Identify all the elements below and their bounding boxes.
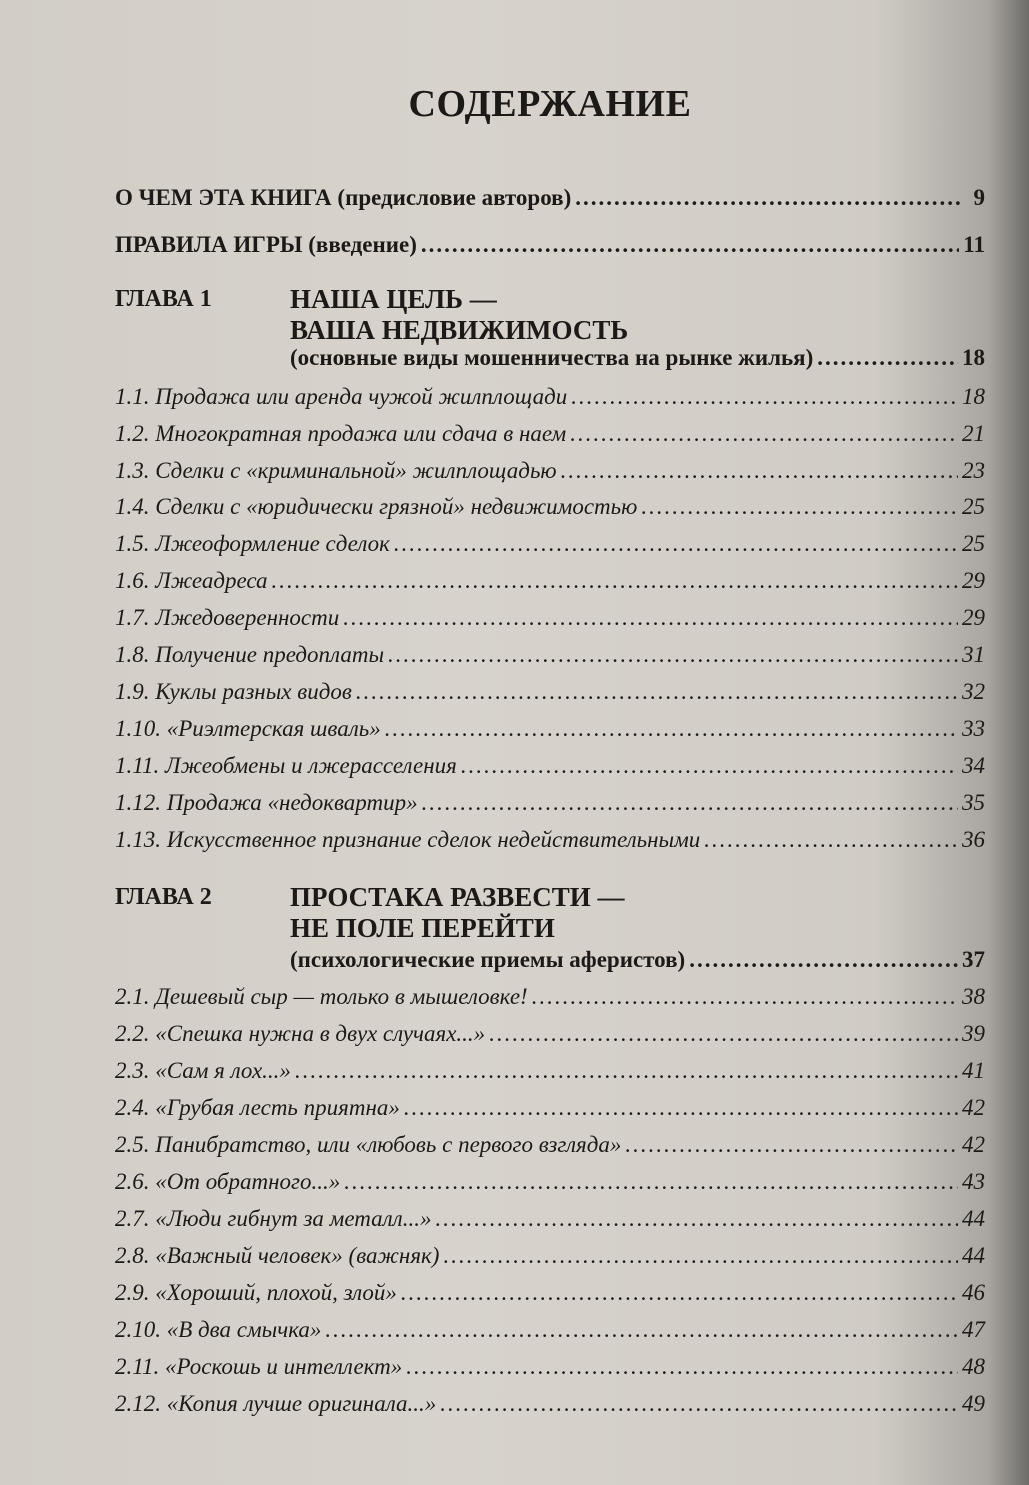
dot-leader: [295, 1054, 958, 1088]
toc-entry-text: 1.2. Многократная продажа или сдача в наем: [115, 421, 567, 446]
dot-leader: [561, 454, 958, 488]
toc-entry-page: 33: [962, 716, 985, 741]
chapter-1-label: ГЛАВА 1: [115, 286, 212, 312]
dot-leader: [388, 638, 958, 672]
toc-entry-2-7[interactable]: [115, 1202, 985, 1236]
toc-entry-text: 2.8. «Важный человек» (важняк): [115, 1243, 440, 1268]
toc-entry-page: 37: [962, 947, 985, 972]
toc-entry-page: 32: [962, 679, 985, 704]
toc-entry-page: 35: [962, 790, 985, 815]
chapter-2-subtitle: (психологические приемы аферистов): [290, 947, 686, 972]
dot-leader: [435, 1202, 958, 1236]
toc-entry-text: 1.11. Лжеобмены и лжерасселения: [115, 753, 457, 778]
toc-entry-page: 23: [962, 458, 985, 483]
dot-leader: [443, 1239, 958, 1273]
toc-entry-text: 1.4. Сделки с «юридически грязной» недвижимостью: [115, 494, 638, 519]
chapter-1-title-line1: НАША ЦЕЛЬ —: [290, 284, 497, 314]
chapter-2-label: ГЛАВА 2: [115, 884, 212, 910]
chapter-2-title-line2: НЕ ПОЛЕ ПЕРЕЙТИ: [290, 913, 555, 943]
dot-leader: [404, 1091, 958, 1125]
chapter-1-title-line2: ВАША НЕДВИЖИМОСТЬ: [290, 315, 629, 345]
toc-entry-text: 1.12. Продажа «недоквартир»: [115, 790, 418, 815]
toc-entry-page: 48: [962, 1354, 985, 1379]
toc-entry-text: 2.2. «Спешка нужна в двух случаях...»: [115, 1021, 486, 1046]
chapter-1-subtitle: (основные виды мошенничества на рынке жилья): [290, 345, 814, 370]
toc-entry-text: 1.3. Сделки с «криминальной» жилплощадью: [115, 458, 557, 483]
dot-leader: [817, 341, 958, 375]
chapter-2-title-line1: ПРОСТАКА РАЗВЕСТИ —: [290, 882, 625, 912]
toc-entry-page: 44: [962, 1206, 985, 1231]
toc-entry-text: 1.1. Продажа или аренда чужой жилплощади: [115, 384, 568, 409]
dot-leader: [641, 490, 958, 524]
toc-entry-2-3[interactable]: [115, 1054, 985, 1088]
toc-entry-1-4[interactable]: [115, 490, 985, 524]
dot-leader: [689, 943, 958, 977]
toc-entry-2-6[interactable]: [115, 1165, 985, 1199]
toc-entry-page: 25: [962, 494, 985, 519]
toc-entry-text: 2.1. Дешевый сыр — только в мышеловке!: [115, 984, 528, 1009]
toc-entry-text: 1.13. Искусственное признание сделок недействительными: [115, 827, 701, 852]
toc-entry-page: 9: [973, 185, 985, 210]
toc-entry-page: 36: [962, 827, 985, 852]
toc-entry-page: 44: [962, 1243, 985, 1268]
toc-entry-1-13[interactable]: [115, 823, 985, 857]
dot-leader: [385, 712, 958, 746]
toc-entry-introduction[interactable]: [115, 228, 985, 262]
toc-entry-1-5[interactable]: [115, 527, 985, 561]
toc-entry-page: 34: [962, 753, 985, 778]
dot-leader: [421, 228, 959, 262]
toc-entry-chapter-1[interactable]: [290, 341, 985, 375]
dot-leader: [532, 980, 958, 1014]
page-title: СОДЕРЖАНИЕ: [408, 83, 692, 125]
toc-entry-page: 47: [962, 1317, 985, 1342]
dot-leader: [625, 1128, 958, 1162]
toc-entry-page: 42: [962, 1095, 985, 1120]
toc-entry-page: 42: [962, 1132, 985, 1157]
dot-leader: [461, 749, 958, 783]
dot-leader: [356, 675, 958, 709]
toc-entry-text: 1.6. Лжеадреса: [115, 568, 268, 593]
dot-leader: [325, 1313, 958, 1347]
toc-entry-page: 49: [962, 1391, 985, 1416]
toc-entry-1-9[interactable]: [115, 675, 985, 709]
toc-entry-page: 43: [962, 1169, 985, 1194]
toc-entry-text: 2.4. «Грубая лесть приятна»: [115, 1095, 400, 1120]
toc-entry-text: 2.10. «В два смычка»: [115, 1317, 322, 1342]
toc-entry-text: 1.7. Лжедоверенности: [115, 605, 340, 630]
toc-entry-1-3[interactable]: [115, 454, 985, 488]
dot-leader: [570, 417, 958, 451]
dot-leader: [344, 1165, 958, 1199]
toc-entry-2-11[interactable]: [115, 1350, 985, 1384]
toc-entry-2-9[interactable]: [115, 1276, 985, 1310]
dot-leader: [489, 1017, 958, 1051]
toc-entry-2-2[interactable]: [115, 1017, 985, 1051]
dot-leader: [271, 564, 958, 598]
dot-leader: [575, 181, 963, 215]
toc-entry-2-5[interactable]: [115, 1128, 985, 1162]
toc-entry-page: 46: [962, 1280, 985, 1305]
toc-entry-page: 41: [962, 1058, 985, 1083]
toc-entry-1-2[interactable]: [115, 417, 985, 451]
toc-entry-text: ПРАВИЛА ИГРЫ (введение): [115, 232, 417, 257]
toc-entry-2-8[interactable]: [115, 1239, 985, 1273]
toc-entry-text: 1.5. Лжеоформление сделок: [115, 531, 390, 556]
toc-entry-text: 2.9. «Хороший, плохой, злой»: [115, 1280, 397, 1305]
toc-entry-2-4[interactable]: [115, 1091, 985, 1125]
toc-entry-1-1[interactable]: [115, 380, 985, 414]
toc-entry-2-1[interactable]: [115, 980, 985, 1014]
dot-leader: [394, 527, 958, 561]
toc-entry-text: О ЧЕМ ЭТА КНИГА (предисловие авторов): [115, 185, 572, 210]
toc-entry-text: 1.8. Получение предоплаты: [115, 642, 385, 667]
dot-leader: [422, 786, 958, 820]
toc-entry-chapter-2[interactable]: [290, 943, 985, 977]
toc-entry-page: 29: [962, 605, 985, 630]
toc-entry-2-10[interactable]: [115, 1313, 985, 1347]
toc-entry-1-12[interactable]: [115, 786, 985, 820]
toc-entry-text: 2.6. «От обратного...»: [115, 1169, 341, 1194]
toc-entry-1-8[interactable]: [115, 638, 985, 672]
toc-entry-text: 2.3. «Сам я лох...»: [115, 1058, 291, 1083]
toc-entry-2-12[interactable]: [115, 1387, 985, 1421]
toc-entry-page: 18: [962, 345, 985, 370]
toc-entry-text: 2.11. «Роскошь и интеллект»: [115, 1354, 403, 1379]
toc-entry-text: 2.12. «Копия лучше оригинала...»: [115, 1391, 437, 1416]
dot-leader: [704, 823, 958, 857]
toc-entry-page: 21: [962, 421, 985, 446]
toc-entry-page: 38: [962, 984, 985, 1009]
toc-entry-page: 11: [963, 232, 985, 257]
toc-entry-1-10[interactable]: [115, 712, 985, 746]
toc-entry-1-6[interactable]: [115, 564, 985, 598]
toc-entry-preface[interactable]: [115, 181, 985, 215]
toc-entry-page: 39: [962, 1021, 985, 1046]
dot-leader: [343, 601, 958, 635]
toc-entry-text: 2.5. Панибратство, или «любовь с первого взгляда»: [115, 1132, 622, 1157]
toc-entry-page: 31: [962, 642, 985, 667]
toc-entry-text: 2.7. «Люди гибнут за металл...»: [115, 1206, 432, 1231]
toc-entry-1-11[interactable]: [115, 749, 985, 783]
toc-entry-page: 25: [962, 531, 985, 556]
toc-entry-1-7[interactable]: [115, 601, 985, 635]
dot-leader: [401, 1276, 958, 1310]
toc-entry-page: 18: [962, 384, 985, 409]
toc-entry-text: 1.9. Куклы разных видов: [115, 679, 352, 704]
dot-leader: [406, 1350, 958, 1384]
toc-entry-page: 29: [962, 568, 985, 593]
toc-entry-text: 1.10. «Риэлтерская шваль»: [115, 716, 381, 741]
dot-leader: [440, 1387, 958, 1421]
dot-leader: [571, 380, 958, 414]
